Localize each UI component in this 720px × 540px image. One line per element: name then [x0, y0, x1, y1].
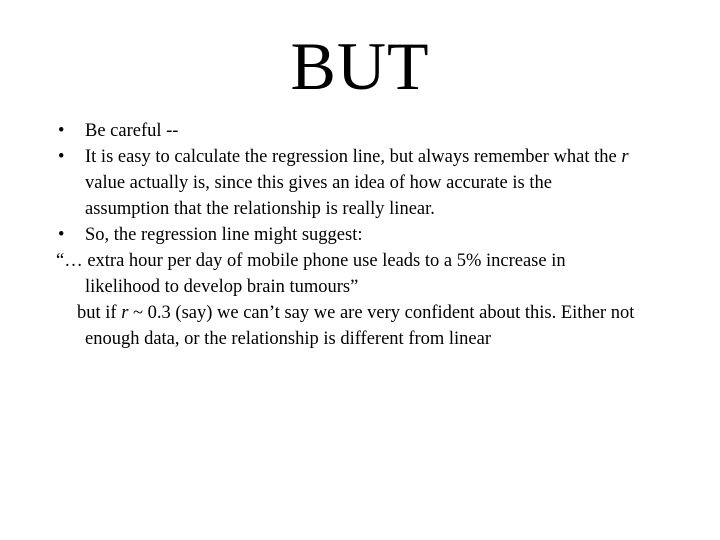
caveat-prefix: but if	[77, 303, 117, 323]
caveat-line	[58, 300, 708, 326]
slide-title: BUT	[290, 28, 430, 104]
bullet-continuation: value actually is, since this gives an idea of how accurate is the	[85, 173, 552, 193]
slide-body	[58, 118, 708, 352]
variable-r: r	[621, 147, 629, 167]
bullet-text: So, the regression line might suggest:	[85, 225, 363, 245]
quote-line: likelihood to develop brain tumours”	[85, 277, 359, 297]
bullet-item	[58, 144, 708, 170]
bullet-text	[85, 144, 629, 170]
bullet-text-part: It is easy to calculate the regression line, but always remember what the	[85, 147, 617, 167]
caveat-line: enough data, or the relationship is different from linear	[85, 329, 492, 349]
quote-line: “… extra hour per day of mobile phone use leads to a 5% increase in	[56, 251, 566, 271]
caveat-text: ~ 0.3 (say) we can’t say we are very confident about this. Either not	[133, 303, 635, 323]
variable-r: r	[121, 303, 129, 323]
bullet-text: Be careful --	[85, 121, 179, 141]
bullet-continuation: assumption that the relationship is really linear.	[85, 199, 435, 219]
bullet-dot-icon: •	[58, 147, 65, 167]
bullet-item	[58, 222, 708, 248]
bullet-item	[58, 118, 708, 144]
bullet-dot-icon: •	[58, 121, 65, 141]
bullet-dot-icon: •	[58, 225, 65, 245]
